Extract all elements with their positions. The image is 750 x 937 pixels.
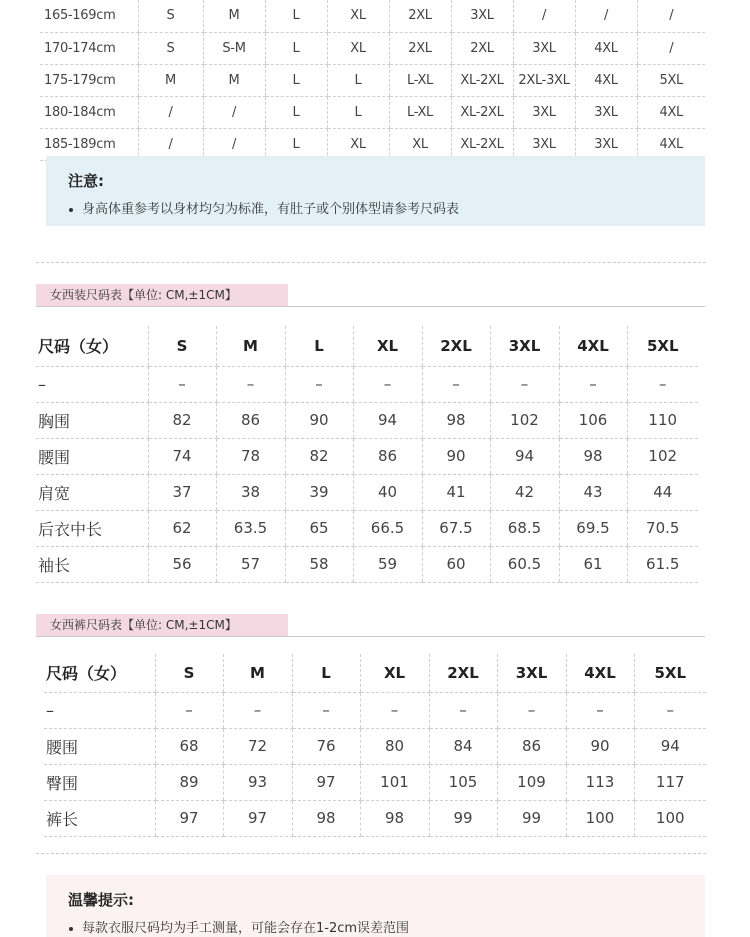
table-cell: 100	[566, 800, 634, 836]
table-cell: L	[265, 32, 327, 64]
table-cell: –	[148, 366, 216, 402]
table-cell: M	[223, 654, 292, 692]
row-label: 185-189cm	[40, 128, 138, 160]
row-label: 臀围	[44, 764, 155, 800]
table-row	[36, 510, 698, 546]
table-cell: 41	[422, 474, 490, 510]
table-cell: 68.5	[490, 510, 559, 546]
table-cell: L	[327, 96, 389, 128]
table-cell: –	[490, 366, 559, 402]
table-cell: L	[265, 0, 327, 32]
table-cell: M	[203, 0, 265, 32]
table-cell: –	[285, 366, 353, 402]
table-cell: 68	[155, 728, 223, 764]
table-cell: –	[422, 366, 490, 402]
table-cell: 43	[559, 474, 627, 510]
tips-text: 每款衣服尺码均为手工测量，可能会存在1-2cm误差范围	[82, 921, 410, 936]
table-cell: XL	[389, 128, 451, 160]
table-cell: M	[138, 64, 203, 96]
table-cell: 4XL	[637, 128, 705, 160]
table-cell: L	[285, 326, 353, 366]
table-cell: 76	[292, 728, 360, 764]
table-row	[36, 366, 698, 402]
table-cell: 110	[627, 402, 698, 438]
row-label: 尺码（女）	[44, 654, 155, 692]
table-cell: XL	[327, 0, 389, 32]
table-cell: /	[203, 128, 265, 160]
table-cell: /	[575, 0, 637, 32]
table-cell: 3XL	[575, 128, 637, 160]
row-label: 腰围	[36, 438, 148, 474]
table-cell: XL	[353, 326, 422, 366]
table-cell: 97	[292, 764, 360, 800]
table-cell: 102	[627, 438, 698, 474]
table-cell: –	[292, 692, 360, 728]
table-cell: /	[138, 96, 203, 128]
table-cell: 37	[148, 474, 216, 510]
table-cell: 5XL	[637, 64, 705, 96]
bullet-icon	[69, 927, 73, 931]
table-cell: 69.5	[559, 510, 627, 546]
table-cell: L	[292, 654, 360, 692]
table-cell: –	[566, 692, 634, 728]
table-cell: 100	[634, 800, 706, 836]
table-cell: /	[637, 0, 705, 32]
table-cell: /	[637, 32, 705, 64]
section-divider	[36, 262, 706, 263]
table-cell: –	[353, 366, 422, 402]
table-cell: 2XL	[429, 654, 497, 692]
table-cell: 102	[490, 402, 559, 438]
table-cell: 2XL	[422, 326, 490, 366]
table-cell: S	[148, 326, 216, 366]
table-row	[44, 800, 706, 836]
table-cell: 94	[490, 438, 559, 474]
table-cell: 61.5	[627, 546, 698, 582]
table-row	[44, 728, 706, 764]
table-cell: 113	[566, 764, 634, 800]
table-cell: XL-2XL	[451, 96, 513, 128]
table-cell: 98	[292, 800, 360, 836]
table-cell: 84	[429, 728, 497, 764]
table-cell: L-XL	[389, 96, 451, 128]
table-row	[36, 402, 698, 438]
table-cell: 60	[422, 546, 490, 582]
table-cell: 93	[223, 764, 292, 800]
row-label: 180-184cm	[40, 96, 138, 128]
table-cell: XL-2XL	[451, 64, 513, 96]
table-cell: 3XL	[513, 128, 575, 160]
table-cell: L-XL	[389, 64, 451, 96]
pants-title-underline	[36, 636, 705, 637]
table-row	[36, 326, 698, 366]
table-row	[36, 546, 698, 582]
table-cell: 3XL	[513, 32, 575, 64]
table-cell: 94	[634, 728, 706, 764]
table-cell: 80	[360, 728, 429, 764]
table-cell: 86	[497, 728, 566, 764]
table-cell: 101	[360, 764, 429, 800]
notice-title: 注意:	[68, 172, 104, 190]
table-cell: 61	[559, 546, 627, 582]
table-row	[40, 96, 705, 128]
table-cell: XL-2XL	[451, 128, 513, 160]
table-cell: M	[203, 64, 265, 96]
table-cell: /	[513, 0, 575, 32]
table-row	[40, 0, 705, 32]
table-cell: 98	[559, 438, 627, 474]
table-row	[36, 438, 698, 474]
suit-title-underline	[36, 306, 705, 307]
row-label: 裤长	[44, 800, 155, 836]
table-cell: L	[327, 64, 389, 96]
table-cell: 40	[353, 474, 422, 510]
table-cell: M	[216, 326, 285, 366]
table-cell: 109	[497, 764, 566, 800]
pants-table-title: 女西裤尺码表【单位: CM,±1CM】	[36, 614, 288, 636]
table-cell: S	[138, 32, 203, 64]
table-cell: –	[360, 692, 429, 728]
table-cell: 44	[627, 474, 698, 510]
table-cell: 99	[497, 800, 566, 836]
table-cell: L	[265, 128, 327, 160]
row-label: 170-174cm	[40, 32, 138, 64]
notice-text: 身高体重参考以身材均匀为标准，有肚子或个别体型请参考尺码表	[82, 202, 460, 217]
table-cell: 4XL	[559, 326, 627, 366]
section-divider	[36, 853, 706, 854]
table-cell: 42	[490, 474, 559, 510]
table-cell: 90	[422, 438, 490, 474]
table-row	[44, 764, 706, 800]
table-cell: –	[223, 692, 292, 728]
table-cell: 4XL	[566, 654, 634, 692]
row-label: 后衣中长	[36, 510, 148, 546]
table-cell: 2XL-3XL	[513, 64, 575, 96]
row-label: –	[36, 366, 148, 402]
table-cell: 65	[285, 510, 353, 546]
table-cell: 4XL	[575, 64, 637, 96]
table-cell: 3XL	[575, 96, 637, 128]
table-cell: 86	[353, 438, 422, 474]
table-cell: 89	[155, 764, 223, 800]
table-cell: 59	[353, 546, 422, 582]
row-label: 胸围	[36, 402, 148, 438]
table-cell: S-M	[203, 32, 265, 64]
table-cell: –	[627, 366, 698, 402]
table-cell: 70.5	[627, 510, 698, 546]
table-row	[36, 474, 698, 510]
table-cell: 5XL	[634, 654, 706, 692]
table-cell: 4XL	[637, 96, 705, 128]
table-cell: 63.5	[216, 510, 285, 546]
table-cell: –	[634, 692, 706, 728]
row-label: –	[44, 692, 155, 728]
table-cell: 86	[216, 402, 285, 438]
table-cell: 106	[559, 402, 627, 438]
table-cell: 78	[216, 438, 285, 474]
table-cell: –	[216, 366, 285, 402]
table-cell: 2XL	[451, 32, 513, 64]
table-cell: 66.5	[353, 510, 422, 546]
table-cell: XL	[360, 654, 429, 692]
tips-item	[68, 917, 705, 936]
table-cell: XL	[327, 128, 389, 160]
table-cell: –	[155, 692, 223, 728]
tips-title: 温馨提示:	[68, 891, 134, 909]
pants-size-table	[44, 654, 706, 837]
table-cell: 74	[148, 438, 216, 474]
table-cell: 3XL	[497, 654, 566, 692]
table-cell: –	[429, 692, 497, 728]
table-cell: 3XL	[451, 0, 513, 32]
row-label: 165-169cm	[40, 0, 138, 32]
table-cell: 3XL	[490, 326, 559, 366]
table-cell: /	[203, 96, 265, 128]
table-cell: 67.5	[422, 510, 490, 546]
table-cell: 60.5	[490, 546, 559, 582]
bullet-icon	[69, 208, 73, 212]
table-cell: 99	[429, 800, 497, 836]
table-cell: 90	[285, 402, 353, 438]
table-cell: 94	[353, 402, 422, 438]
row-label: 肩宽	[36, 474, 148, 510]
row-label: 175-179cm	[40, 64, 138, 96]
table-cell: 97	[223, 800, 292, 836]
table-cell: 38	[216, 474, 285, 510]
table-cell: XL	[327, 32, 389, 64]
table-cell: 82	[148, 402, 216, 438]
table-cell: 98	[422, 402, 490, 438]
table-row	[44, 692, 706, 728]
table-cell: 62	[148, 510, 216, 546]
table-cell: 72	[223, 728, 292, 764]
row-label: 腰围	[44, 728, 155, 764]
height-size-table	[40, 0, 705, 161]
table-cell: 105	[429, 764, 497, 800]
suit-table-title: 女西装尺码表【单位: CM,±1CM】	[36, 284, 288, 306]
table-cell: 4XL	[575, 32, 637, 64]
table-cell: 97	[155, 800, 223, 836]
table-row	[40, 32, 705, 64]
table-cell: 5XL	[627, 326, 698, 366]
table-cell: 90	[566, 728, 634, 764]
table-cell: –	[559, 366, 627, 402]
table-cell: 58	[285, 546, 353, 582]
table-cell: 56	[148, 546, 216, 582]
notice-item	[68, 198, 705, 217]
table-cell: 57	[216, 546, 285, 582]
table-row	[44, 654, 706, 692]
suit-size-table	[36, 326, 698, 583]
table-cell: S	[138, 0, 203, 32]
notice-box	[46, 156, 705, 226]
table-cell: L	[265, 96, 327, 128]
table-cell: 2XL	[389, 0, 451, 32]
table-cell: 2XL	[389, 32, 451, 64]
table-row	[40, 64, 705, 96]
table-cell: /	[138, 128, 203, 160]
row-label: 袖长	[36, 546, 148, 582]
table-cell: 117	[634, 764, 706, 800]
table-cell: L	[265, 64, 327, 96]
tips-box	[46, 875, 705, 937]
table-cell: 98	[360, 800, 429, 836]
table-cell: 39	[285, 474, 353, 510]
row-label: 尺码（女）	[36, 326, 148, 366]
table-cell: 82	[285, 438, 353, 474]
table-cell: 3XL	[513, 96, 575, 128]
table-cell: –	[497, 692, 566, 728]
table-cell: S	[155, 654, 223, 692]
